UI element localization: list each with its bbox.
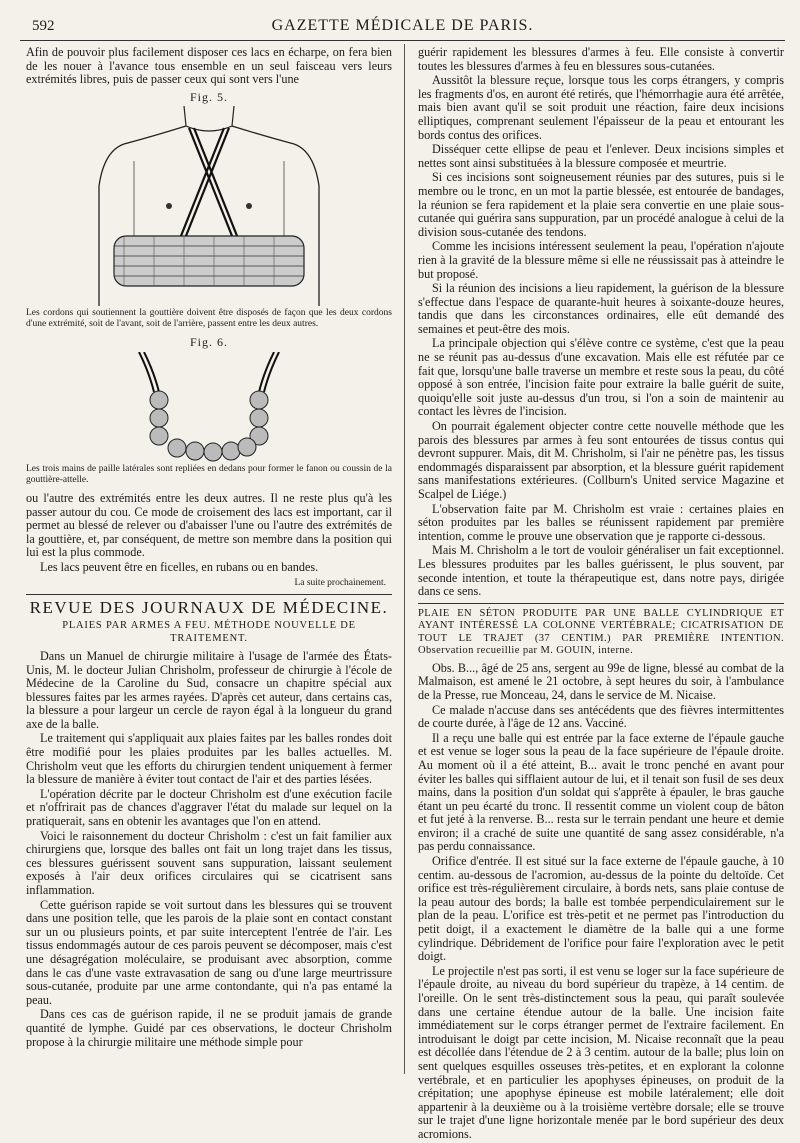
- intro-paragraph: Afin de pouvoir plus facilement disposer ces lacs en écharpe, on fera bien de les nouer à l'avance tous ensemble en un seul faisceau vers leurs extrémités libres, puis de passer ceux qui sont vers l'une: [26, 45, 392, 87]
- fig6-label: Fig. 6.: [189, 335, 228, 350]
- article-paragraph: Disséquer cette ellipse de peau et l'enlever. Deux incisions simples et nettes sont ainsi substituées à la blessure composée et meurtrie.: [418, 142, 784, 170]
- page-header: [20, 14, 785, 41]
- column-divider: [404, 44, 405, 1074]
- article-paragraph: Si la réunion des incisions a lieu rapidement, la guérison de la blessure s'effectue dans l'espace de quarante-huit heures à soixante-douze heures, tandis que dans les circonstances ordinaires, elle eût demandé des semaines et peut-être des mois.: [418, 281, 784, 336]
- left-column: [26, 46, 392, 1050]
- observation-paragraph: Orifice d'entrée. Il est situé sur la face externe de l'épaule gauche, à 10 centim. au-dessous de l'acromion, au-dessus de la pointe du deltoïde. Cet orifice est très-régulièrement circulaire, à bords nets, sans plaie contuse de la peau autour des bords; la balle est tombée perpendiculairement sur le plan de la peau. L'orifice est très-petit et ne permet pas l'introduction du petit doigt, il a exactement le diamètre de la balle qui a une forme cylindrique. Débridement de l'orifice pour faire l'exploration avec le petit doigt.: [418, 854, 784, 964]
- laces-paragraph: Les lacs peuvent être en ficelles, en rubans ou en bandes.: [40, 559, 319, 574]
- article-paragraph: La principale objection qui s'élève contre ce système, c'est que la peau ne se réunit pas au-dessus d'une excavation. Mais elle est réfutée par ce fait que, lorsqu'une balle traverse un membre et reste sous la peau, du côté opposé à son entrée, l'incision faite pour extraire la balle guérit de suite, quoiqu'elle soit juste au-dessus d'un trou, si l'on a soin de maintenir au contact les lèvres de l'incision.: [418, 336, 784, 419]
- observation-paragraph: Le projectile n'est pas sorti, il est venu se loger sur la face supérieure de l'épaule droite, au niveau du bord supérieur du trapèze, à 14 centim. de l'oreille. On le sent très-distinctement sous la peau, qui paraît soulevée dans une certaine étendue autour de la balle. Une incision faite immédiatement sur le corps étranger permet de l'extraire facilement. En introduisant le doigt par cette incision, M. Nicaise reconnaît que la peau est décollée dans l'étendue de 2 à 3 centim. autour de la balle; plus loin on sent quelques esquilles osseuses très-petites, et en explorant la colonne vertébrale, et en particulier les apophyses épineuses, on produit de la crépitation; une apophyse épineuse est mobile latéralement; elle doit appartenir à la deuxième ou à la troisième vertèbre dorsale; elle se trouve sur le trajet d'une ligne horizontale menée par le bord supérieur des deux acromions.: [418, 963, 784, 1141]
- article-paragraph: On pourrait également objecter contre cette nouvelle méthode que les parois des blessures par armes à feu sont entourées de tissus contus qui devront suppurer. Mais, dit M. Chrisholm, si l'air ne pénètre pas, les tissus endommagés disparaissent par absorption, et la blessure guérit rapidement sans manifestations extérieures. (Collburn's United service Magazine et Scalpel de Liége.): [418, 419, 784, 501]
- article-paragraph: Cette guérison rapide se voit surtout dans les blessures qui se trouvent dans une position telle, que les parois de la plaie sont en contact constant sur un ou plusieurs points, et par suite interceptent l'entrée de l'air. Les tissus endommagés autour de ces parois peuvent se décomposer, mais c'est une désagrégation moléculaire, se produisant avec absorption, comme dans le cas d'une vaste extravasation de sang ou d'une large meurtrissure sous-cutanée, produite par une arme contondante, qui n'a pas entamé la peau.: [26, 897, 392, 1007]
- section-title: REVUE DES JOURNAUX DE MÉDECINE.: [29, 598, 389, 618]
- observation-paragraph: Ce malade n'accuse dans ses antécédents que des fièvres intermittentes de courte durée, à l'âge de 12 ans. Vacciné.: [418, 702, 784, 731]
- article-paragraph: Mais M. Chrisholm a le tort de vouloir généraliser un fait exceptionnel. Les blessures produites par les balles guérissent, le plus souvent, par seconde intention, et toute la thérapeutique est, dans notre pays, dirigée dans ce sens.: [418, 543, 784, 599]
- section-divider: [26, 594, 392, 595]
- fig5-torso-illustration: [94, 106, 324, 306]
- section-subtitle: PLAIES PAR ARMES A FEU. MÉTHODE NOUVELLE DE TRAITEMENT.: [62, 619, 356, 645]
- observation-divider: [418, 603, 784, 604]
- article-paragraph: Si ces incisions sont soigneusement réunies par des sutures, puis si le membre ou le tronc, en un mot la partie blessée, est entourée de bandages, la réunion se fera rapidement et la plaie sera convertie en une plaie sous-cutanée qui guérira sans suppuration, par un procédé analogue à celui de la division sous-cutanée des tendons.: [418, 170, 784, 239]
- article-paragraph: Dans un Manuel de chirurgie militaire à l'usage de l'armée des États-Unis, M. le docteur Julian Chrisholm, professeur de chirurgie à l'école de Médecine de la Caroline du Sud, consacre un chapitre spécial aux blessures faites par les armes rayées. D'après cet auteur, dans certains cas, la blessure a pour largeur un cercle de rayon égal à la longueur du grand axe de la balle.: [26, 648, 392, 731]
- observation-title: PLAIE EN SÉTON PRODUITE PAR UNE BALLE CYLINDRIQUE ET AYANT INTÉRESSÉ LA COLONNE VERTÉBRALE; CICATRISATION DE TOUT LE TRAJET (37 CENTIM.) PAR PREMIÈRE INTENTION. Observation recueillie par M. GOUIN, interne.: [418, 607, 784, 657]
- fig5-label: Fig. 5.: [189, 89, 228, 104]
- fig6-caption: Les trois mains de paille latérales sont repliées en dedans pour former le fanon ou coussin de la gouttière-attelle.: [26, 463, 392, 485]
- article-paragraph: Aussitôt la blessure reçue, lorsque tous les corps étrangers, y compris les fragments d'os, en auront été retirés, que l'hémorrhagie aura été arrêtée, mais bien avant qu'il se soit produit une réaction, faire deux incisions elliptiques, comprenant seulement l'épaisseur de la peau et entourant les bords contus des orifices.: [418, 73, 784, 142]
- article-paragraph: Comme les incisions intéressent seulement la peau, l'opération n'ajoute rien à la gravité de la blessure même si elle ne réussissait pas à atteindre le but proposé.: [418, 239, 784, 281]
- observation-paragraph: Il a reçu une balle qui est entrée par la face externe de l'épaule gauche et est venue se loger sous la peau de la face supérieure de l'épaule droite. Au moment où il a été atteint, B... avait le tronc penché en avant pour éviter les balles qui sifflaient autour de lui, et il tenait son fusil de ses deux mains, dans la position d'un soldat qui s'apprête à épauler, le bras gauche étant un peu écarté du tronc. Il ressentit comme un violent coup de bâton et fut jeté à la renverse. B... resta sur le terrain pendant une heure et demie environ; il a craché de suite une quantité de sang assez considérable, n'a pas perdu connaissance.: [418, 730, 784, 854]
- article-paragraph: Le traitement qui s'appliquait aux plaies faites par les balles rondes doit être modifié pour les plaies produites par les balles actuelles. M. Chrisholm veut que les efforts du chirurgien tendent uniquement à fermer la blessure de manière à éviter tout contact de l'air et des parties lésées.: [26, 731, 392, 787]
- continuation-paragraph: ou l'autre des extrémités entre les deux autres. Il ne reste plus qu'à les passer autour du cou. Ce mode de croisement des lacs est important, car il permet au blessé de relever ou d'abaisser l'une ou l'autre des extrémités de la gouttière, et, par conséquent, de mettre son membre dans la position qui lui est la plus commode.: [26, 490, 392, 560]
- article-paragraph: L'opération décrite par le docteur Chrisholm est d'une exécution facile et n'offrirait pas de chances d'aggraver l'état du malade sur lequel on la pratiquerait, sans en obtenir les avantages que l'on en attend.: [26, 786, 392, 829]
- fig6-splint-illustration: [129, 352, 289, 462]
- observation-paragraph: Obs. B..., âgé de 25 ans, sergent au 99e de ligne, blessé au combat de la Malmaison, est amené le 21 octobre, à sept heures du soir, à l'ambulance de la Presse, rue Monceau, 24, dans le service de M. Nicaise.: [418, 660, 784, 702]
- page-number: 592: [32, 18, 55, 34]
- article-paragraph: L'observation faite par M. Chrisholm est vraie : certaines plaies en séton produites par les balles se réunissent rapidement par première intention, comme le prouve une observation que je rapporte ci-dessous.: [418, 501, 784, 543]
- article-paragraph: Dans ces cas de guérison rapide, il ne se produit jamais de grande quantité de lymphe. Guidé par ces observations, le docteur Chrisholm propose à la chirurgie militaire une méthode simple pour: [26, 1007, 392, 1049]
- article-paragraph: guérir rapidement les blessures d'armes à feu. Elle consiste à convertir toutes les blessures d'armes à feu en blessures sous-cutanées.: [418, 45, 784, 73]
- to-follow-note: La suite prochainement.: [294, 577, 386, 588]
- journal-title: GAZETTE MÉDICALE DE PARIS.: [271, 17, 534, 34]
- fig5-caption: Les cordons qui soutiennent la gouttière doivent être disposés de façon que les deux cordons d'une extrémité, soit de l'avant, soit de l'arrière, passent entre les deux autres.: [26, 308, 392, 330]
- right-column: [418, 46, 784, 1143]
- article-paragraph: Voici le raisonnement du docteur Chrisholm : c'est un fait familier aux chirurgiens que, lorsque des balles ont fait un long trajet dans les tissus, ces blessures guérissent souvent sans suppuration, laissant seulement exposés à l'air deux orifices circulaires qui se cicatrisent sans inflammation.: [26, 828, 392, 897]
